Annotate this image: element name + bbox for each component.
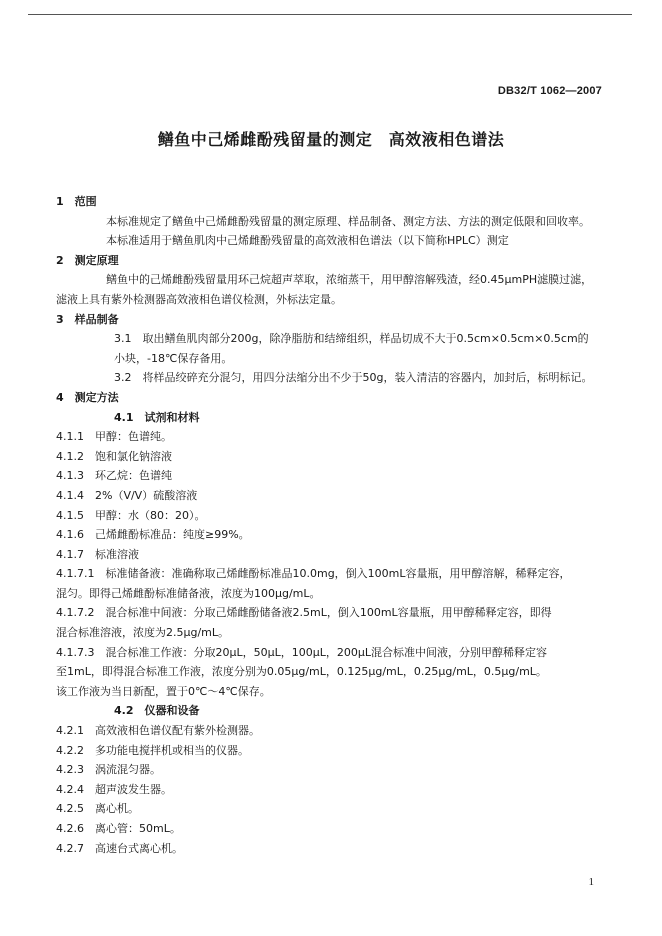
document-body <box>56 192 604 858</box>
text-line-s4-1-7-1b: 混匀。即得己烯雌酚标准储备液，浓度为100μg/mL。 <box>56 586 321 600</box>
text-line-s1: 1 范围 <box>56 195 97 208</box>
text-line-s4-1-2: 4.1.2 饱和氯化钠溶液 <box>56 449 172 463</box>
document-title: 鳝鱼中己烯雌酚残留量的测定 高效液相色谱法 <box>157 130 505 149</box>
header-rule <box>28 14 632 15</box>
text-line-s4-1-7-2a: 4.1.7.2 混合标准中间液：分取己烯雌酚储备液2.5mL，倒入100mL容量瓶，用甲醇稀释定容，即得 <box>56 606 552 620</box>
text-line-s2: 2 测定原理 <box>56 253 119 267</box>
text-line-s4-1-1: 4.1.1 甲醇：色谱纯。 <box>56 430 172 444</box>
text-line-s1p2: 本标准适用于鳝鱼肌肉中己烯雌酚残留量的高效液相色谱法（以下简称HPLC）测定 <box>106 234 509 248</box>
text-line-s4-2-1: 4.2.1 高效液相色谱仪配有紫外检测器。 <box>56 724 260 738</box>
text-line-s4-1-5: 4.1.5 甲醇：水（80：20）。 <box>56 508 206 522</box>
text-line-s4-2-3: 4.2.3 涡流混匀器。 <box>56 763 161 777</box>
text-line-s4-1-7-1a: 4.1.7.1 标准储备液：准确称取己烯雌酚标准品10.0mg，倒入100mL容量瓶，用甲醇溶解，稀释定容， <box>56 567 571 581</box>
text-line-s2p2: 滤液上具有紫外检测器高效液相色谱仪检测，外标法定量。 <box>56 292 342 306</box>
text-line-s4-1-7-3c: 该工作液为当日新配，置于0℃～4℃保存。 <box>56 684 271 698</box>
text-line-s4-2-7: 4.2.7 高速台式离心机。 <box>56 841 183 855</box>
text-line-s4-2-4: 4.2.4 超声波发生器。 <box>56 782 172 796</box>
text-line-s3-1b: 小块，-18℃保存备用。 <box>114 351 233 365</box>
text-line-s4-1: 4.1 试剂和材料 <box>114 410 200 424</box>
text-line-s4-1-7-3b: 至1mL，即得混合标准工作液，浓度分别为0.05μg/mL，0.125μg/mL，0.25μg/mL，0.5μg/mL。 <box>56 665 547 679</box>
text-line-s4-1-4: 4.1.4 2%（V/V）硫酸溶液 <box>56 488 198 502</box>
text-line-s2p1: 鳝鱼中的己烯雌酚残留量用环己烷超声萃取，浓缩蒸干，用甲醇溶解残渣，经0.45μmPH滤膜过滤， <box>106 273 593 287</box>
text-line-s4-1-3: 4.1.3 环乙烷：色谱纯 <box>56 469 172 483</box>
text-line-s4-2-2: 4.2.2 多功能电搅拌机或相当的仪器。 <box>56 743 249 757</box>
text-line-s4-2: 4.2 仪器和设备 <box>114 704 200 718</box>
text-line-s4: 4 测定方法 <box>56 390 119 404</box>
text-line-s1p1: 本标准规定了鳝鱼中己烯雌酚残留量的测定原理、样品制备、测定方法、方法的测定低限和回收率。 <box>106 214 590 228</box>
text-line-s4-1-7: 4.1.7 标准溶液 <box>56 547 139 561</box>
text-line-s3-2: 3.2 将样品绞碎充分混匀，用四分法缩分出不少于50g，装入清洁的容器内，加封后，标明标记。 <box>114 371 593 385</box>
text-line-s3-1a: 3.1 取出鳝鱼肌肉部分200g，除净脂肪和结缔组织，样品切成不大于0.5cm×0.5cm×0.5cm的 <box>114 332 589 346</box>
text-line-s4-2-6: 4.2.6 离心管：50mL。 <box>56 822 181 835</box>
text-line-s4-2-5: 4.2.5 离心机。 <box>56 802 139 816</box>
text-line-s4-1-7-3a: 4.1.7.3 混合标准工作液：分取20μL，50μL，100μL，200μL混合标准中间液，分别甲醇稀释定容 <box>56 645 547 659</box>
text-line-s4-1-6: 4.1.6 己烯雌酚标准品：纯度≥99%。 <box>56 528 250 542</box>
text-line-s3: 3 样品制备 <box>56 312 119 326</box>
page-number: 1 <box>588 876 594 888</box>
standard-number: DB32/T 1062—2007 <box>497 85 602 97</box>
text-line-s4-1-7-2b: 混合标准溶液，浓度为2.5μg/mL。 <box>56 626 230 640</box>
